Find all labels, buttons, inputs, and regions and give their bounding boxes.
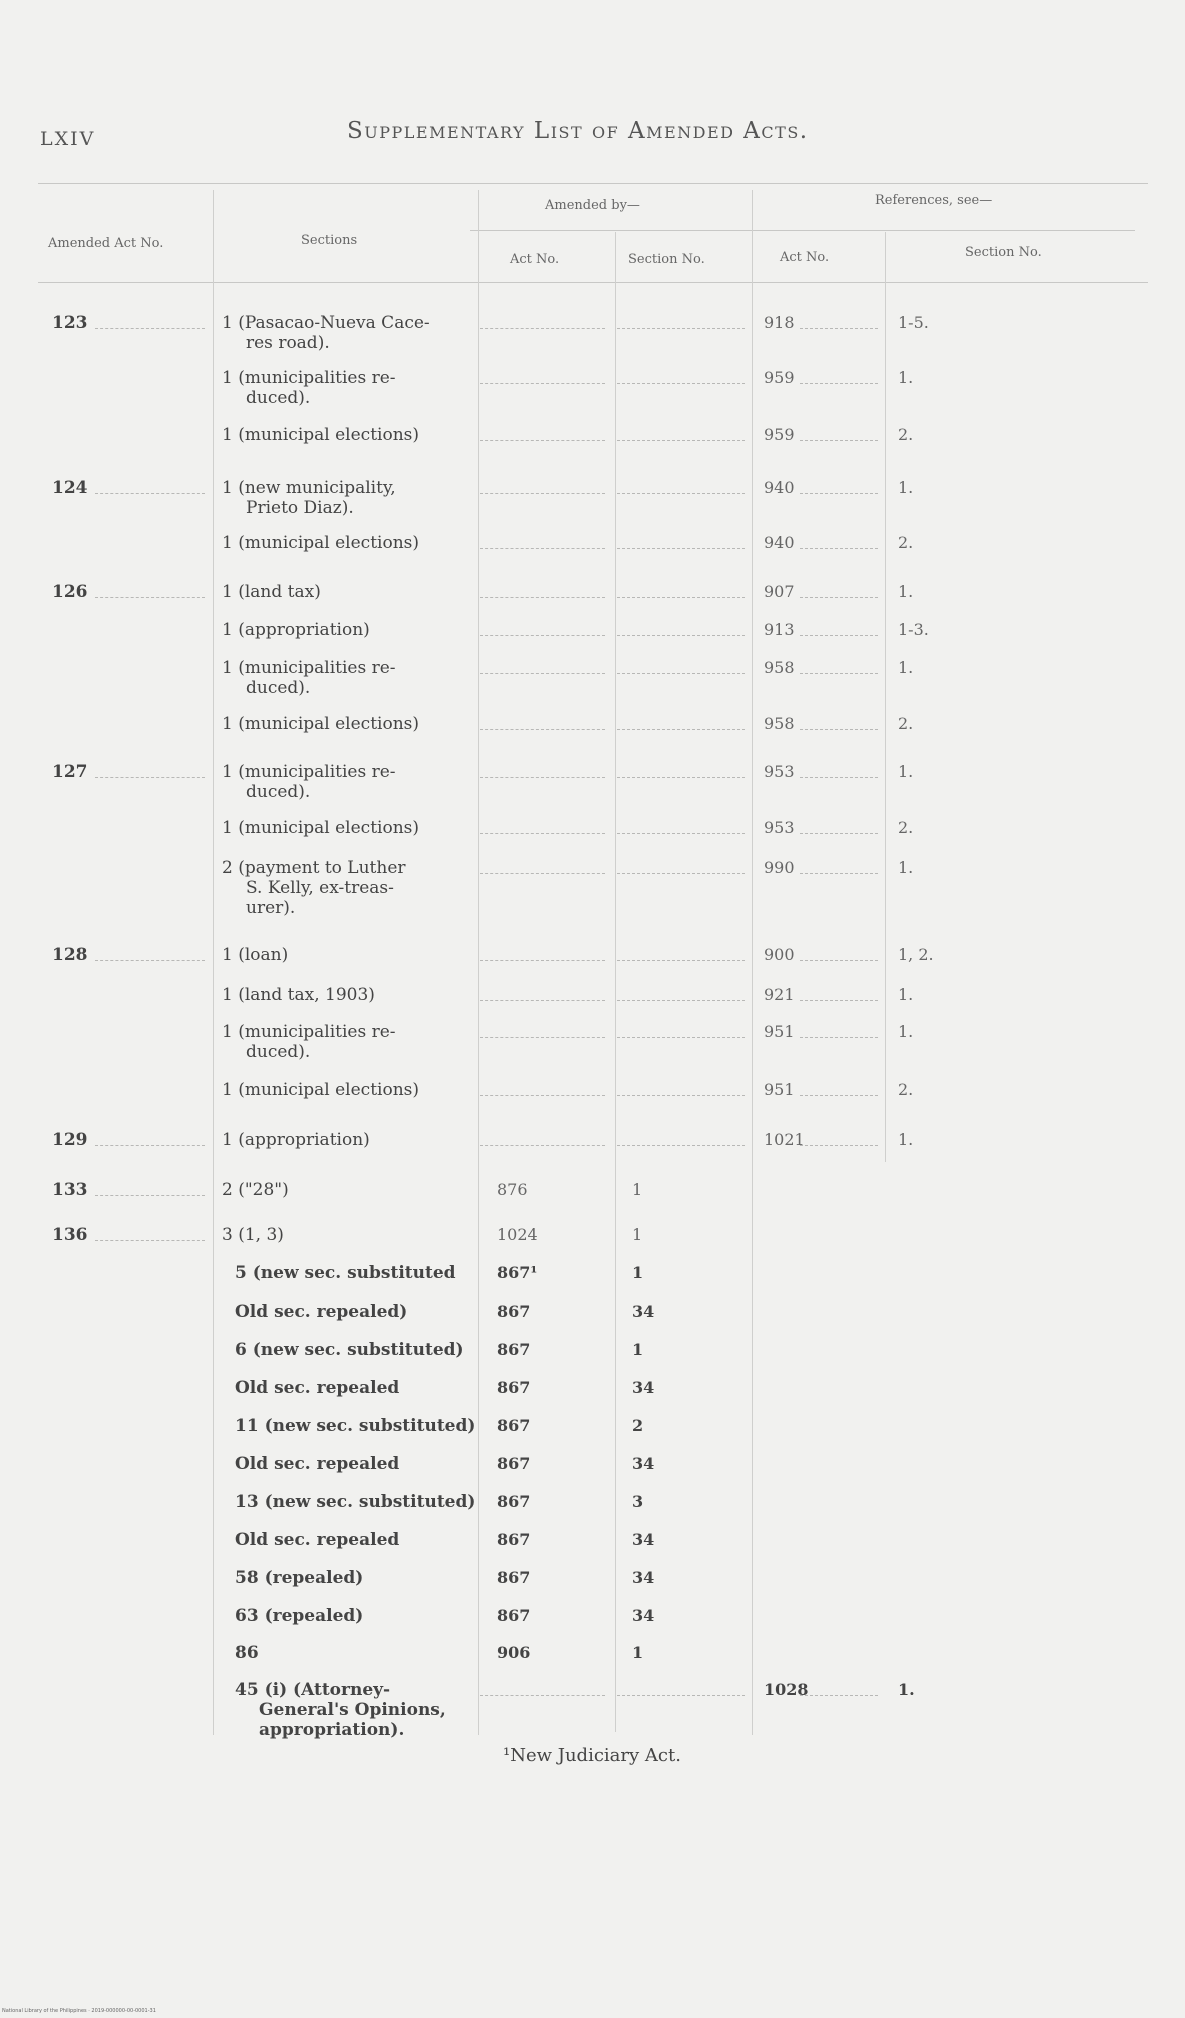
section-line: 1 (municipal elections) bbox=[222, 714, 420, 734]
cell-leader bbox=[617, 440, 745, 441]
amended-by-section-no: 34 bbox=[632, 1302, 655, 1321]
section-line: 63 (repealed) bbox=[235, 1606, 364, 1626]
section-line: Old sec. repealed bbox=[235, 1454, 400, 1474]
reference-section-no: 1. bbox=[898, 582, 914, 601]
section-text bbox=[222, 762, 472, 802]
section-line: Old sec. repealed) bbox=[235, 1302, 408, 1322]
amended-by-act-no: 1024 bbox=[497, 1225, 538, 1244]
cell-leader bbox=[617, 1037, 745, 1038]
amended-by-act-no: 867 bbox=[497, 1416, 531, 1435]
header-amended-by-section-no: Section No. bbox=[628, 252, 705, 267]
reference-act-no: 913 bbox=[764, 620, 795, 639]
section-line: duced). bbox=[246, 678, 311, 698]
cell-leader bbox=[617, 729, 745, 730]
reference-section-no: 1. bbox=[898, 478, 914, 497]
header-references-act-no: Act No. bbox=[780, 250, 830, 265]
reference-act-no: 959 bbox=[764, 425, 795, 444]
amended-by-section-no: 1 bbox=[632, 1643, 644, 1662]
section-line: 1 (loan) bbox=[222, 945, 289, 965]
cell-leader bbox=[480, 1695, 605, 1696]
reference-section-no: 1-5. bbox=[898, 313, 929, 332]
section-line: 1 (Pasacao-Nueva Cace- bbox=[222, 313, 430, 333]
section-text bbox=[235, 1416, 495, 1436]
act-leader bbox=[95, 1195, 205, 1196]
section-text bbox=[222, 658, 472, 698]
amended-act-no: 124 bbox=[52, 478, 88, 498]
section-text bbox=[235, 1492, 495, 1512]
amended-act-no: 123 bbox=[52, 313, 88, 333]
section-line: 5 (new sec. substituted bbox=[235, 1263, 456, 1283]
section-line: 1 (municipalities re- bbox=[222, 368, 396, 388]
section-line: 1 (land tax) bbox=[222, 582, 321, 602]
reference-act-no: 953 bbox=[764, 818, 795, 837]
reference-act-no: 907 bbox=[764, 582, 795, 601]
amended-by-act-no: 867 bbox=[497, 1378, 531, 1397]
reference-act-no: 951 bbox=[764, 1080, 795, 1099]
section-line: 11 (new sec. substituted) bbox=[235, 1416, 476, 1436]
reference-act-no: 900 bbox=[764, 945, 795, 964]
reference-section-no: 1. bbox=[898, 1680, 915, 1699]
amended-by-act-no: 867¹ bbox=[497, 1263, 538, 1282]
section-line: S. Kelly, ex-treas- bbox=[246, 878, 394, 898]
cell-leader bbox=[617, 597, 745, 598]
reference-act-no: 990 bbox=[764, 858, 795, 877]
cell-leader bbox=[617, 1000, 745, 1001]
amended-by-section-no: 1 bbox=[632, 1263, 644, 1282]
section-line: 86 bbox=[235, 1643, 259, 1663]
section-text bbox=[222, 985, 472, 1005]
cell-leader bbox=[617, 777, 745, 778]
cell-leader bbox=[480, 1000, 605, 1001]
section-text bbox=[222, 533, 472, 553]
cell-leader bbox=[800, 548, 878, 549]
act-leader bbox=[95, 777, 205, 778]
section-line: 1 (new municipality, bbox=[222, 478, 396, 498]
reference-act-no: 958 bbox=[764, 658, 795, 677]
section-text bbox=[222, 582, 472, 602]
library-stamp: National Library of the Philippines · 2019-000000-00-0001-31 bbox=[2, 2008, 156, 2014]
amended-by-section-no: 34 bbox=[632, 1378, 655, 1397]
section-line: 1 (municipal elections) bbox=[222, 533, 420, 553]
cell-leader bbox=[800, 1095, 878, 1096]
reference-section-no: 2. bbox=[898, 818, 914, 837]
amended-by-section-no: 2 bbox=[632, 1416, 644, 1435]
amended-by-act-no: 867 bbox=[497, 1302, 531, 1321]
amended-by-section-no: 3 bbox=[632, 1492, 644, 1511]
amended-by-act-no: 867 bbox=[497, 1454, 531, 1473]
cell-leader bbox=[480, 328, 605, 329]
amended-by-section-no: 34 bbox=[632, 1568, 655, 1587]
cell-leader bbox=[480, 729, 605, 730]
amended-by-act-no: 867 bbox=[497, 1492, 531, 1511]
col-divider-sections bbox=[213, 190, 214, 1735]
section-text bbox=[235, 1263, 495, 1283]
section-line: 1 (municipal elections) bbox=[222, 1080, 420, 1100]
amended-act-no: 129 bbox=[52, 1130, 88, 1150]
section-text bbox=[235, 1568, 495, 1588]
cell-leader bbox=[480, 493, 605, 494]
amended-by-act-no: 906 bbox=[497, 1643, 531, 1662]
amended-act-no: 133 bbox=[52, 1180, 88, 1200]
cell-leader bbox=[800, 383, 878, 384]
act-leader bbox=[95, 1145, 205, 1146]
section-text bbox=[235, 1606, 495, 1626]
reference-section-no: 1. bbox=[898, 1130, 914, 1149]
cell-leader bbox=[800, 440, 878, 441]
cell-leader bbox=[617, 548, 745, 549]
section-line: 1 (municipalities re- bbox=[222, 1022, 396, 1042]
section-text bbox=[222, 1180, 472, 1200]
section-line: General's Opinions, bbox=[259, 1700, 446, 1720]
header-rule-sub bbox=[470, 230, 1135, 231]
section-line: 1 (municipalities re- bbox=[222, 658, 396, 678]
cell-leader bbox=[800, 493, 878, 494]
col-divider-amended-sec bbox=[615, 232, 616, 1732]
cell-leader bbox=[480, 383, 605, 384]
section-line: 1 (municipalities re- bbox=[222, 762, 396, 782]
cell-leader bbox=[800, 635, 878, 636]
reference-section-no: 1, 2. bbox=[898, 945, 934, 964]
cell-leader bbox=[617, 1695, 745, 1696]
section-text bbox=[235, 1643, 495, 1663]
reference-section-no: 1-3. bbox=[898, 620, 929, 639]
amended-by-act-no: 867 bbox=[497, 1606, 531, 1625]
section-line: 58 (repealed) bbox=[235, 1568, 364, 1588]
reference-section-no: 1. bbox=[898, 658, 914, 677]
section-text bbox=[222, 818, 472, 838]
reference-section-no: 1. bbox=[898, 762, 914, 781]
section-line: 1 (municipal elections) bbox=[222, 818, 420, 838]
cell-leader bbox=[480, 548, 605, 549]
reference-section-no: 2. bbox=[898, 533, 914, 552]
cell-leader bbox=[480, 1145, 605, 1146]
cell-leader bbox=[800, 1037, 878, 1038]
section-line: Old sec. repealed bbox=[235, 1378, 400, 1398]
reference-section-no: 2. bbox=[898, 1080, 914, 1099]
footnote: ¹New Judiciary Act. bbox=[503, 1745, 681, 1766]
cell-leader bbox=[617, 1145, 745, 1146]
amended-by-section-no: 34 bbox=[632, 1606, 655, 1625]
amended-act-no: 128 bbox=[52, 945, 88, 965]
cell-leader bbox=[800, 597, 878, 598]
cell-leader bbox=[800, 777, 878, 778]
section-text bbox=[235, 1454, 495, 1474]
header-references: References, see— bbox=[875, 193, 993, 208]
section-line: 1 (municipal elections) bbox=[222, 425, 420, 445]
header-amended-by-act-no: Act No. bbox=[510, 252, 560, 267]
reference-act-no: 958 bbox=[764, 714, 795, 733]
section-text bbox=[222, 1080, 472, 1100]
section-line: 6 (new sec. substituted) bbox=[235, 1340, 464, 1360]
cell-leader bbox=[800, 1695, 878, 1696]
amended-act-no: 136 bbox=[52, 1225, 88, 1245]
amended-by-section-no: 1 bbox=[632, 1225, 643, 1244]
section-line: 1 (appropriation) bbox=[222, 620, 370, 640]
cell-leader bbox=[800, 673, 878, 674]
amended-by-act-no: 876 bbox=[497, 1180, 528, 1199]
section-text bbox=[235, 1530, 495, 1550]
section-text bbox=[235, 1302, 495, 1322]
header-amended-by: Amended by— bbox=[545, 198, 640, 213]
reference-act-no: 1028 bbox=[764, 1680, 809, 1699]
cell-leader bbox=[617, 383, 745, 384]
cell-leader bbox=[800, 833, 878, 834]
reference-act-no: 918 bbox=[764, 313, 795, 332]
section-text bbox=[222, 368, 472, 408]
cell-leader bbox=[617, 960, 745, 961]
cell-leader bbox=[480, 1095, 605, 1096]
reference-act-no: 953 bbox=[764, 762, 795, 781]
cell-leader bbox=[480, 960, 605, 961]
reference-act-no: 951 bbox=[764, 1022, 795, 1041]
cell-leader bbox=[617, 493, 745, 494]
cell-leader bbox=[800, 1000, 878, 1001]
header-sections: Sections bbox=[301, 233, 358, 248]
header-rule-bottom bbox=[38, 282, 1148, 283]
reference-section-no: 1. bbox=[898, 1022, 914, 1041]
reference-section-no: 2. bbox=[898, 425, 914, 444]
section-text bbox=[222, 620, 472, 640]
cell-leader bbox=[480, 873, 605, 874]
section-text bbox=[222, 1130, 472, 1150]
section-text bbox=[222, 945, 472, 965]
cell-leader bbox=[617, 833, 745, 834]
amended-act-no: 127 bbox=[52, 762, 88, 782]
section-line: duced). bbox=[246, 1042, 311, 1062]
cell-leader bbox=[617, 873, 745, 874]
cell-leader bbox=[800, 873, 878, 874]
reference-section-no: 2. bbox=[898, 714, 914, 733]
cell-leader bbox=[480, 1037, 605, 1038]
page-title: Supplementary List of Amended Acts. bbox=[347, 118, 809, 144]
cell-leader bbox=[800, 328, 878, 329]
reference-section-no: 1. bbox=[898, 368, 914, 387]
reference-section-no: 1. bbox=[898, 858, 914, 877]
act-leader bbox=[95, 597, 205, 598]
section-line: duced). bbox=[246, 388, 311, 408]
col-divider-refs bbox=[752, 190, 753, 1735]
section-line: 45 (i) (Attorney- bbox=[235, 1680, 391, 1700]
act-leader bbox=[95, 960, 205, 961]
reference-act-no: 940 bbox=[764, 478, 795, 497]
section-text bbox=[222, 478, 472, 518]
section-line: 3 (1, 3) bbox=[222, 1225, 284, 1245]
section-line: appropriation). bbox=[259, 1720, 405, 1740]
act-leader bbox=[95, 328, 205, 329]
reference-section-no: 1. bbox=[898, 985, 914, 1004]
col-divider-refs-sec bbox=[885, 232, 886, 1162]
amended-by-section-no: 34 bbox=[632, 1530, 655, 1549]
section-line: 2 (payment to Luther bbox=[222, 858, 406, 878]
header-references-section-no: Section No. bbox=[965, 245, 1042, 260]
section-line: res road). bbox=[246, 333, 330, 353]
section-text bbox=[235, 1680, 495, 1740]
cell-leader bbox=[480, 673, 605, 674]
cell-leader bbox=[480, 777, 605, 778]
amended-by-section-no: 34 bbox=[632, 1454, 655, 1473]
amended-by-act-no: 867 bbox=[497, 1568, 531, 1587]
section-text bbox=[235, 1340, 495, 1360]
amended-act-no: 126 bbox=[52, 582, 88, 602]
cell-leader bbox=[480, 597, 605, 598]
section-line: urer). bbox=[246, 898, 296, 918]
reference-act-no: 1021 bbox=[764, 1130, 805, 1149]
section-text bbox=[222, 425, 472, 445]
cell-leader bbox=[480, 440, 605, 441]
amended-by-act-no: 867 bbox=[497, 1340, 531, 1359]
section-line: Old sec. repealed bbox=[235, 1530, 400, 1550]
reference-act-no: 959 bbox=[764, 368, 795, 387]
cell-leader bbox=[800, 729, 878, 730]
reference-act-no: 921 bbox=[764, 985, 795, 1004]
section-text bbox=[222, 714, 472, 734]
section-line: 2 ("28") bbox=[222, 1180, 289, 1200]
cell-leader bbox=[617, 635, 745, 636]
act-leader bbox=[95, 1240, 205, 1241]
section-line: duced). bbox=[246, 782, 311, 802]
cell-leader bbox=[800, 960, 878, 961]
cell-leader bbox=[617, 1095, 745, 1096]
section-line: 13 (new sec. substituted) bbox=[235, 1492, 476, 1512]
header-amended-act-no: Amended Act No. bbox=[48, 236, 164, 251]
amended-by-section-no: 1 bbox=[632, 1340, 644, 1359]
section-text bbox=[222, 1022, 472, 1062]
cell-leader bbox=[480, 833, 605, 834]
section-line: 1 (land tax, 1903) bbox=[222, 985, 375, 1005]
reference-act-no: 940 bbox=[764, 533, 795, 552]
cell-leader bbox=[617, 673, 745, 674]
cell-leader bbox=[480, 635, 605, 636]
section-text bbox=[222, 313, 472, 353]
header-rule-top bbox=[38, 183, 1148, 184]
section-text bbox=[222, 858, 472, 918]
amended-by-section-no: 1 bbox=[632, 1180, 643, 1199]
section-text bbox=[222, 1225, 472, 1245]
page-number: LXIV bbox=[40, 128, 96, 150]
section-line: 1 (appropriation) bbox=[222, 1130, 370, 1150]
cell-leader bbox=[800, 1145, 878, 1146]
act-leader bbox=[95, 493, 205, 494]
amended-by-act-no: 867 bbox=[497, 1530, 531, 1549]
section-text bbox=[235, 1378, 495, 1398]
section-line: Prieto Diaz). bbox=[246, 498, 354, 518]
cell-leader bbox=[617, 328, 745, 329]
